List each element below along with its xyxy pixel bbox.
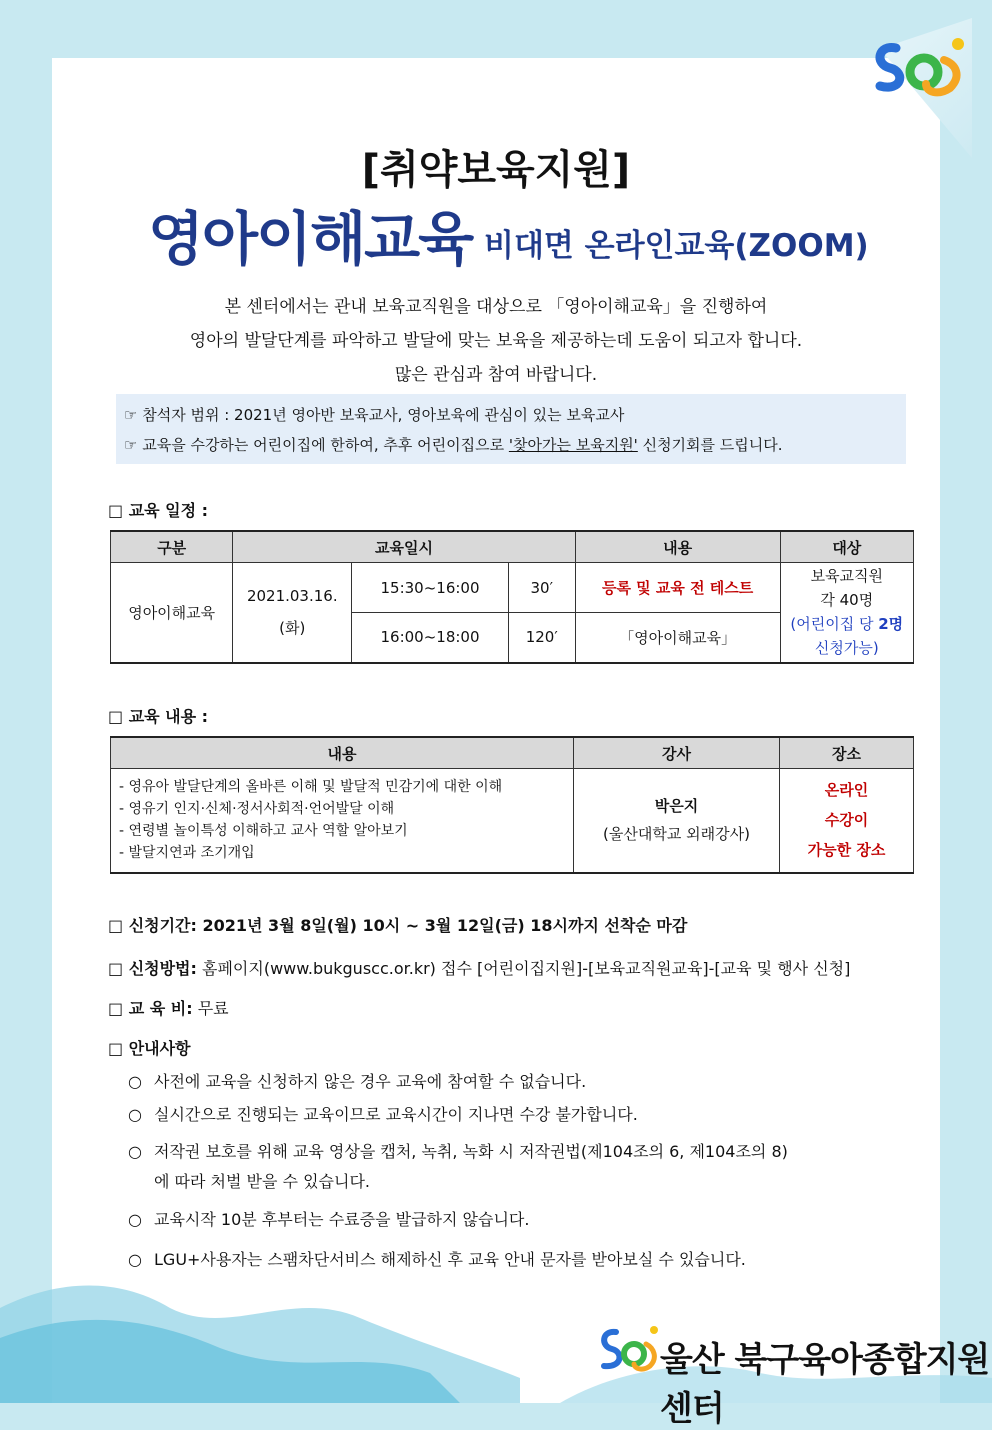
guide-text: 에 따라 처벌 받을 수 있습니다. <box>154 1172 370 1191</box>
instructor-org: (울산대학교 외래강사) <box>603 825 750 844</box>
place-cell <box>780 769 914 873</box>
col-header: 대상 <box>780 531 913 563</box>
target-text: (어린이집 당 <box>790 615 879 634</box>
content-table <box>110 736 914 874</box>
duration-cell: 30′ <box>508 563 575 613</box>
bullet-mark: ○ <box>128 1105 142 1124</box>
guide-text: 실시간으로 진행되는 교육이므로 교육시간이 지나면 수강 불가합니다. <box>154 1105 638 1124</box>
date-cell <box>233 563 352 663</box>
guide-label: □ 안내사항 <box>108 1039 191 1058</box>
method-label: □ 신청방법: <box>108 959 197 978</box>
schedule-table <box>110 530 914 664</box>
notice-line <box>124 430 898 460</box>
footer-logo-icon <box>596 1322 660 1376</box>
intro-line: 영아의 발달단계를 파악하고 발달에 맞는 보육을 제공하는데 도움이 되고자 합니다. <box>189 331 803 351</box>
notice-underline: '찾아가는 보육지원' <box>508 436 638 454</box>
bullet-mark: ○ <box>128 1142 142 1161</box>
target-cell <box>780 563 913 663</box>
guide-item <box>128 1205 918 1235</box>
day: (화) <box>279 619 306 638</box>
instructor-name: 박은지 <box>654 797 699 816</box>
fee-label: □ 교 육 비: <box>108 999 193 1018</box>
target-line: 각 40명 <box>820 591 874 610</box>
col-header: 구분 <box>111 531 233 563</box>
guide-item <box>128 1137 918 1197</box>
content-item: - 영유기 인지·신체·정서사회적·언어발달 이해 <box>119 801 395 818</box>
col-header: 강사 <box>574 737 780 769</box>
fee-value: 무료 <box>197 999 229 1018</box>
col-header: 교육일시 <box>233 531 575 563</box>
place-line: 가능한 장소 <box>807 841 886 860</box>
col-header: 장소 <box>780 737 914 769</box>
bullet-mark: ○ <box>128 1210 142 1229</box>
target-line: 보육교직원 <box>810 567 884 586</box>
col-header: 내용 <box>575 531 780 563</box>
instructor-cell <box>574 769 780 873</box>
place-line: 온라인 <box>824 781 869 800</box>
period-row <box>108 913 687 936</box>
target-count: 2명 <box>878 615 904 634</box>
category-cell: 영아이해교육 <box>111 563 233 663</box>
notice-box <box>116 394 906 464</box>
content-item: - 영유아 발달단계의 올바른 이해 및 발달적 민감기에 대한 이해 <box>119 779 503 796</box>
content-items <box>111 769 574 873</box>
guide-text: 사전에 교육을 신청하지 않은 경우 교육에 참여할 수 없습니다. <box>154 1072 587 1091</box>
notice-text: ☞ 교육을 수강하는 어린이집에 한하여, 추후 어린이집으로 <box>124 436 509 454</box>
duration-cell: 120′ <box>508 613 575 663</box>
guide-item <box>128 1067 918 1097</box>
footer-center-name: 울산 북구육아종합지원센터 <box>660 1340 990 1429</box>
notice-line: ☞ 참석자 범위 : 2021년 영아반 보육교사, 영아보육에 관심이 있는 보육교사 <box>124 406 625 424</box>
content-item: - 발달지연과 조기개입 <box>119 845 255 862</box>
content-heading: □ 교육 내용 : <box>108 707 209 726</box>
target-line <box>781 612 913 636</box>
content-cell: 등록 및 교육 전 테스트 <box>575 563 780 613</box>
guide-text: LGU+사용자는 스팸차단서비스 해제하신 후 교육 안내 문자를 받아보실 수 있습니다. <box>154 1250 746 1269</box>
bullet-mark: ○ <box>128 1072 142 1091</box>
center-logo-icon <box>866 30 970 100</box>
guide-item <box>128 1100 918 1130</box>
page-title: 영아이해교육 <box>148 205 473 273</box>
guide-text: 교육시작 10분 후부터는 수료증을 발급하지 않습니다. <box>154 1210 530 1229</box>
page-subtitle: 비대면 온라인교육(ZOOM) <box>484 228 869 264</box>
fee-row <box>108 996 229 1019</box>
schedule-heading: □ 교육 일정 : <box>108 501 209 520</box>
method-row <box>108 956 850 979</box>
target-line: 신청가능) <box>814 639 879 658</box>
col-header: 내용 <box>111 737 574 769</box>
place-line: 수강이 <box>824 811 869 830</box>
intro-line: 많은 관심과 참여 바랍니다. <box>394 365 598 385</box>
method-value: 홈페이지(www.bukguscc.or.kr) 접수 [어린이집지원]-[보육교직원교육]-[교육 및 행사 신청] <box>202 959 851 978</box>
time-cell: 16:00~18:00 <box>352 613 509 663</box>
guide-text: 저작권 보호를 위해 교육 영상을 캡처, 녹취, 녹화 시 저작권법(제104조의 6, 제104조의 8) <box>154 1142 788 1161</box>
period-value: 2021년 3월 8일(월) 10시 ~ 3월 12일(금) 18시까지 선착순 마감 <box>202 916 688 935</box>
period-label: □ 신청기간: <box>108 916 197 935</box>
intro-text <box>100 290 892 392</box>
bullet-mark: ○ <box>128 1250 142 1269</box>
time-cell: 15:30~16:00 <box>352 563 509 613</box>
content-cell: 「영아이해교육」 <box>575 613 780 663</box>
intro-line: 본 센터에서는 관내 보육교직원을 대상으로 「영아이해교육」을 진행하여 <box>224 297 768 317</box>
page-title-bracket: [취약보육지원] <box>361 147 631 193</box>
content-item: - 연령별 놀이특성 이해하고 교사 역할 알아보기 <box>119 823 408 840</box>
date: 2021.03.16. <box>246 587 338 606</box>
notice-text: 신청기회를 드립니다. <box>637 436 783 454</box>
